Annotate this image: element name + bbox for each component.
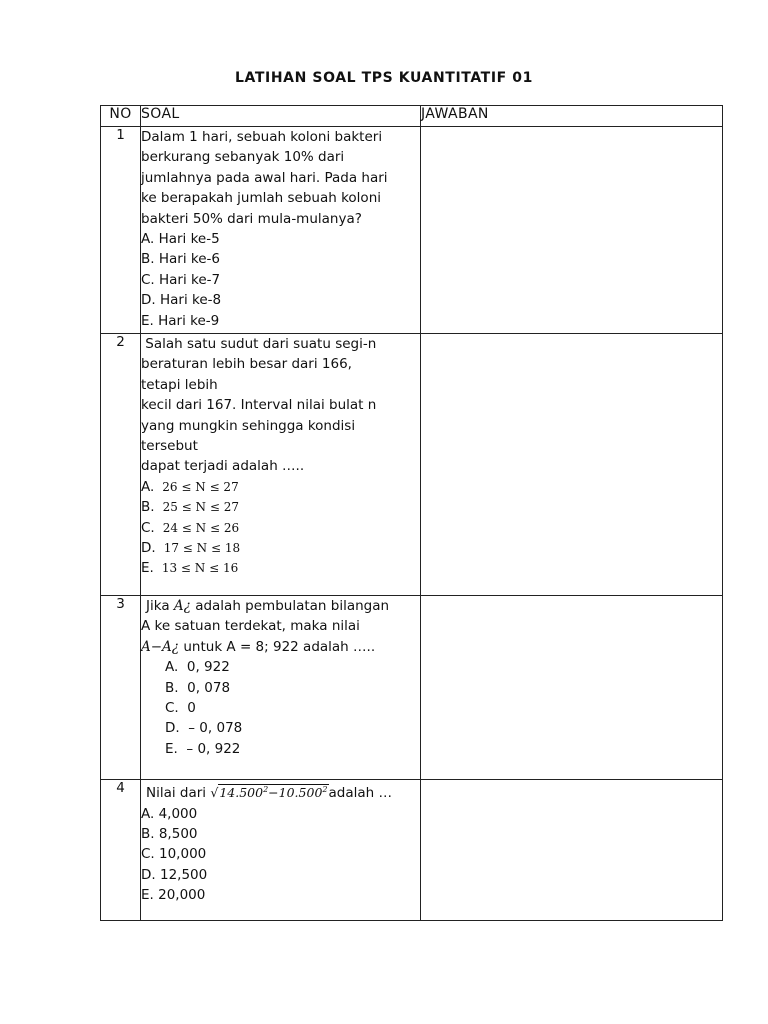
answer-option: E. Hari ke-9 bbox=[141, 312, 220, 329]
question-number: 2 bbox=[101, 334, 141, 596]
table-row bbox=[101, 596, 723, 780]
question-line: ke berapakah jumlah sebuah koloni bbox=[141, 190, 382, 207]
header-jawaban: JAWABAN bbox=[421, 106, 723, 127]
question-line: A ke satuan terdekat, maka nilai bbox=[141, 618, 360, 635]
option-formula: 25 ≤ N ≤ 27 bbox=[162, 500, 239, 515]
question-line: kecil dari 167. Interval nilai bulat n bbox=[141, 397, 377, 414]
question-line bbox=[141, 596, 420, 616]
answer-option bbox=[141, 497, 420, 517]
header-soal: SOAL bbox=[141, 106, 421, 127]
option-formula: 17 ≤ N ≤ 18 bbox=[163, 541, 241, 556]
answer-option: B. 8,500 bbox=[141, 825, 198, 842]
question-number: 4 bbox=[101, 780, 141, 921]
option-letter: E. bbox=[141, 560, 154, 577]
math-expression: A−A¿ bbox=[141, 638, 180, 655]
answer-option: C. 0 bbox=[165, 700, 196, 717]
square-root-expression bbox=[210, 784, 328, 800]
answer-option: C. 10,000 bbox=[141, 846, 207, 863]
table-row bbox=[101, 127, 723, 334]
question-line bbox=[141, 637, 420, 657]
answer-option: D. 12,500 bbox=[141, 866, 208, 883]
question-number: 3 bbox=[101, 596, 141, 780]
question-line bbox=[141, 780, 420, 804]
answer-option: A. 4,000 bbox=[141, 805, 198, 822]
question-text-cell bbox=[141, 127, 421, 334]
question-line: Salah satu sudut dari suatu segi-n bbox=[141, 336, 377, 352]
radicand: $14.500^2-10.500^2$ bbox=[219, 785, 328, 801]
question-text: untuk A = 8; 922 adalah ….. bbox=[183, 638, 376, 655]
answer-cell[interactable] bbox=[421, 127, 723, 334]
question-line: yang mungkin sehingga kondisi bbox=[141, 417, 356, 434]
option-letter: D. bbox=[141, 540, 156, 557]
question-line: beraturan lebih besar dari 166, bbox=[141, 356, 352, 373]
question-line: bakteri 50% dari mula-mulanya? bbox=[141, 210, 362, 227]
question-line: dapat terjadi adalah ….. bbox=[141, 458, 305, 475]
answer-option: B. Hari ke-6 bbox=[141, 251, 220, 268]
radical-sign-icon: √ bbox=[210, 785, 219, 801]
option-letter: A. bbox=[141, 478, 155, 495]
answer-option: E. 20,000 bbox=[141, 887, 206, 904]
option-letter: B. bbox=[141, 499, 155, 516]
answer-option: A. 0, 922 bbox=[165, 659, 230, 676]
question-number: 1 bbox=[101, 127, 141, 334]
question-text: Jika bbox=[146, 598, 170, 614]
question-text: adalah pembulatan bilangan bbox=[195, 598, 390, 614]
answer-cell[interactable] bbox=[421, 780, 723, 921]
answer-option: A. Hari ke-5 bbox=[141, 231, 220, 248]
answer-option: D. – 0, 078 bbox=[165, 720, 243, 737]
answer-option bbox=[141, 477, 420, 497]
math-expression: A¿ bbox=[173, 598, 191, 614]
question-text: Nilai dari bbox=[146, 785, 207, 802]
answer-option: C. Hari ke-7 bbox=[141, 271, 221, 288]
question-line: berkurang sebanyak 10% dari bbox=[141, 149, 345, 166]
table-row bbox=[101, 780, 723, 921]
option-formula: 13 ≤ N ≤ 16 bbox=[161, 561, 239, 576]
table-row bbox=[101, 334, 723, 596]
question-text-cell bbox=[141, 780, 421, 921]
table-header-row bbox=[101, 106, 723, 127]
question-text-cell bbox=[141, 334, 421, 596]
answer-option: B. 0, 078 bbox=[165, 679, 231, 696]
question-line: tersebut bbox=[141, 438, 198, 455]
question-line: tetapi lebih bbox=[141, 376, 218, 393]
option-formula: 24 ≤ N ≤ 26 bbox=[162, 520, 240, 535]
answer-option: E. – 0, 922 bbox=[165, 740, 241, 757]
option-letter: C. bbox=[141, 519, 155, 536]
question-line: jumlahnya pada awal hari. Pada hari bbox=[141, 169, 388, 186]
option-formula: 26 ≤ N ≤ 27 bbox=[162, 479, 239, 494]
question-text-cell bbox=[141, 596, 421, 780]
answer-cell[interactable] bbox=[421, 334, 723, 596]
answer-option bbox=[141, 538, 420, 558]
page-title: LATIHAN SOAL TPS KUANTITATIF 01 bbox=[235, 70, 533, 86]
header-no: NO bbox=[101, 106, 141, 127]
answer-option bbox=[141, 518, 420, 538]
question-table bbox=[100, 105, 723, 921]
question-line: Dalam 1 hari, sebuah koloni bakteri bbox=[141, 129, 383, 145]
answer-option bbox=[141, 558, 420, 578]
answer-option: D. Hari ke-8 bbox=[141, 292, 222, 309]
question-text: adalah … bbox=[328, 785, 392, 802]
answer-cell[interactable] bbox=[421, 596, 723, 780]
